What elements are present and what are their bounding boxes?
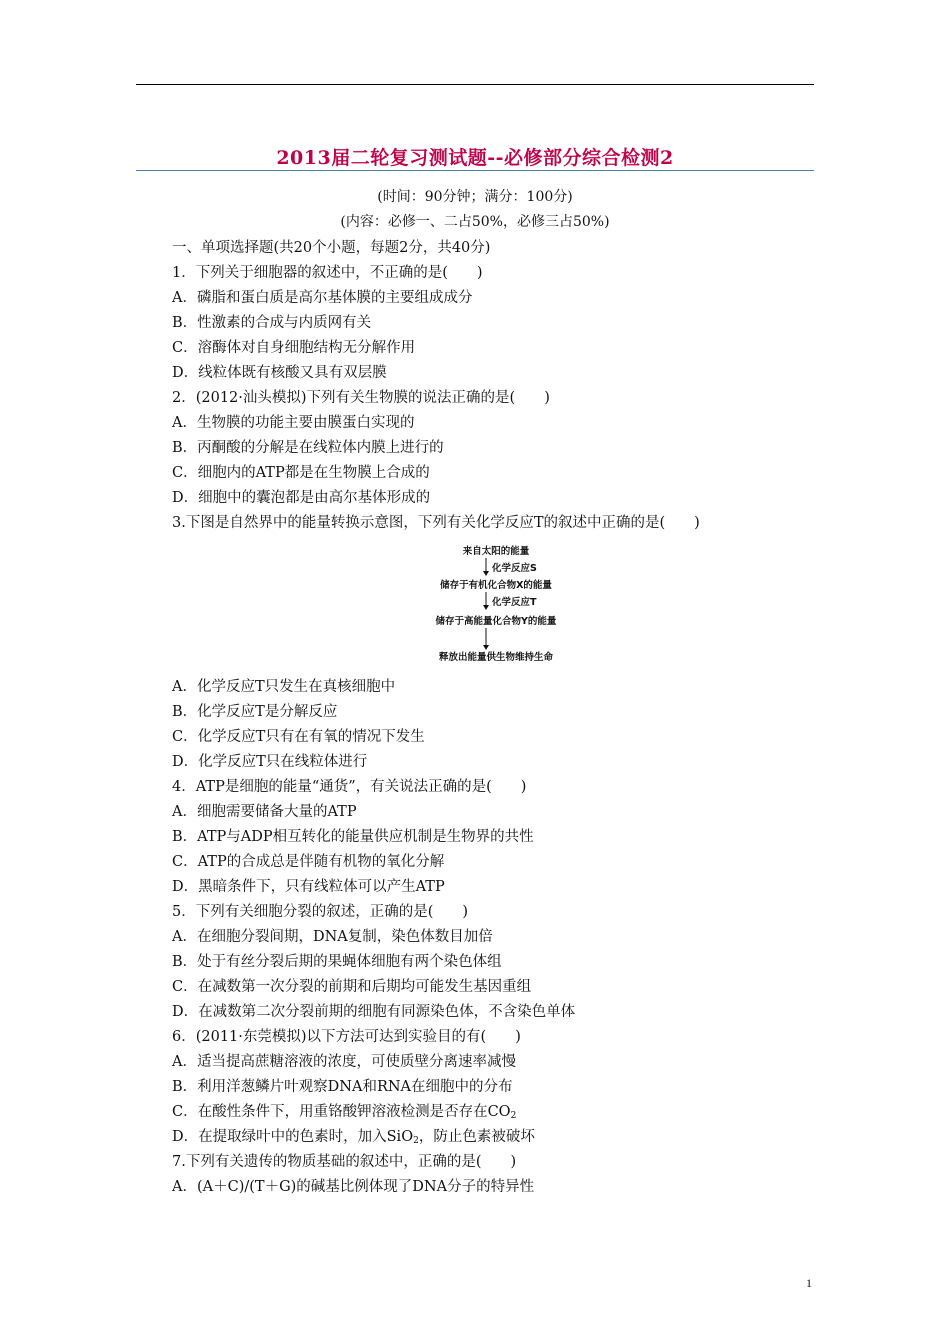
- question-option: A．化学反应T只发生在真核细胞中: [172, 679, 396, 695]
- question-option: [172, 1100, 516, 1121]
- exam-content-ratio: (内容：必修一、二占50%，必修三占50%): [340, 214, 610, 230]
- question-option: C．化学反应T只有在有氧的情况下发生: [172, 729, 425, 745]
- question-option: D．在减数第二次分裂前期的细胞有同源染色体，不含染色单体: [172, 1004, 576, 1020]
- diagram-arrowhead: [483, 571, 489, 576]
- diagram-arrowhead: [483, 605, 489, 610]
- diagram-node-released-energy: 释放出能量供生物维持生命: [438, 652, 554, 663]
- diagram-reaction-s: 化学反应S: [492, 563, 537, 574]
- question-option: C．溶酶体对自身细胞结构无分解作用: [172, 340, 416, 356]
- question-stem: 3.下图是自然界中的能量转换示意图，下列有关化学反应T的叙述中正确的是( ): [172, 515, 700, 531]
- question-option: B．ATP与ADP相互转化的能量供应机制是生物界的共性: [172, 829, 534, 845]
- title-underline: [136, 170, 814, 171]
- question-option: A．(A＋C)/(T＋G)的碱基比例体现了DNA分子的特异性: [172, 1179, 535, 1195]
- question-option: C．在减数第一次分裂的前期和后期均可能发生基因重组: [172, 979, 532, 995]
- question-option: B．利用洋葱鳞片叶观察DNA和RNA在细胞中的分布: [172, 1079, 513, 1095]
- question-option: A．细胞需要储备大量的ATP: [172, 804, 357, 820]
- question-option: B．性激素的合成与内质网有关: [172, 315, 372, 331]
- question-option: B．化学反应T是分解反应: [172, 704, 338, 720]
- subscript: 2: [413, 1136, 419, 1146]
- question-option: D．化学反应T只在线粒体进行: [172, 754, 368, 770]
- question-option: D．细胞中的囊泡都是由高尔基体形成的: [172, 490, 431, 506]
- question-stem: 2．(2012·汕头模拟)下列有关生物膜的说法正确的是( ): [172, 390, 550, 406]
- exam-time-score: (时间：90分钟；满分：100分): [377, 189, 573, 205]
- page-number: 1: [806, 1276, 812, 1290]
- question-stem: 7.下列有关遗传的物质基础的叙述中，正确的是( ): [172, 1154, 517, 1170]
- question-option: B．丙酮酸的分解是在线粒体内膜上进行的: [172, 440, 444, 456]
- question-option: C．ATP的合成总是伴随有机物的氧化分解: [172, 854, 445, 870]
- option-text: D．在提取绿叶中的色素时，加入SiO: [172, 1129, 414, 1145]
- question-stem: 6．(2011·东莞模拟)以下方法可达到实验目的有( ): [172, 1029, 521, 1045]
- section-heading: 一、单项选择题(共20个小题，每题2分，共40分): [172, 240, 491, 256]
- question-option: D．线粒体既有核酸又具有双层膜: [172, 365, 387, 381]
- question-option: A．在细胞分裂间期，DNA复制，染色体数目加倍: [172, 929, 493, 945]
- question-option: A．磷脂和蛋白质是高尔基体膜的主要组成成分: [172, 290, 473, 306]
- diagram-node-compound-y: 储存于高能量化合物Y的能量: [435, 616, 557, 627]
- diagram-node-compound-x: 储存于有机化合物X的能量: [440, 580, 552, 591]
- question-stem: 4．ATP是细胞的能量“通货”，有关说法正确的是( ): [172, 779, 527, 795]
- question-option: A．适当提高蔗糖溶液的浓度，可使质壁分离速率减慢: [172, 1054, 516, 1070]
- question-stem: 5．下列有关细胞分裂的叙述，正确的是( ): [172, 904, 469, 920]
- option-text: C．在酸性条件下，用重铬酸钾溶液检测是否存在CO: [172, 1104, 511, 1120]
- question-option: C．细胞内的ATP都是在生物膜上合成的: [172, 465, 430, 481]
- question-stem: 1．下列关于细胞器的叙述中，不正确的是( ): [172, 265, 483, 281]
- energy-conversion-diagram: [396, 540, 596, 668]
- document-title: 2013届二轮复习测试题--必修部分综合检测2: [276, 147, 674, 169]
- diagram-node-sun-energy: 来自太阳的能量: [462, 546, 530, 557]
- question-option: D．黑暗条件下，只有线粒体可以产生ATP: [172, 879, 445, 895]
- question-option: B．处于有丝分裂后期的果蝇体细胞有两个染色体组: [172, 954, 502, 970]
- option-text-tail: ，防止色素被破坏: [418, 1129, 535, 1145]
- diagram-arrowhead: [483, 645, 489, 650]
- question-option: [172, 1125, 535, 1146]
- question-option: A．生物膜的功能主要由膜蛋白实现的: [172, 415, 415, 431]
- diagram-reaction-t: 化学反应T: [492, 597, 537, 608]
- subscript: 2: [510, 1111, 517, 1121]
- header-rule: [136, 84, 814, 85]
